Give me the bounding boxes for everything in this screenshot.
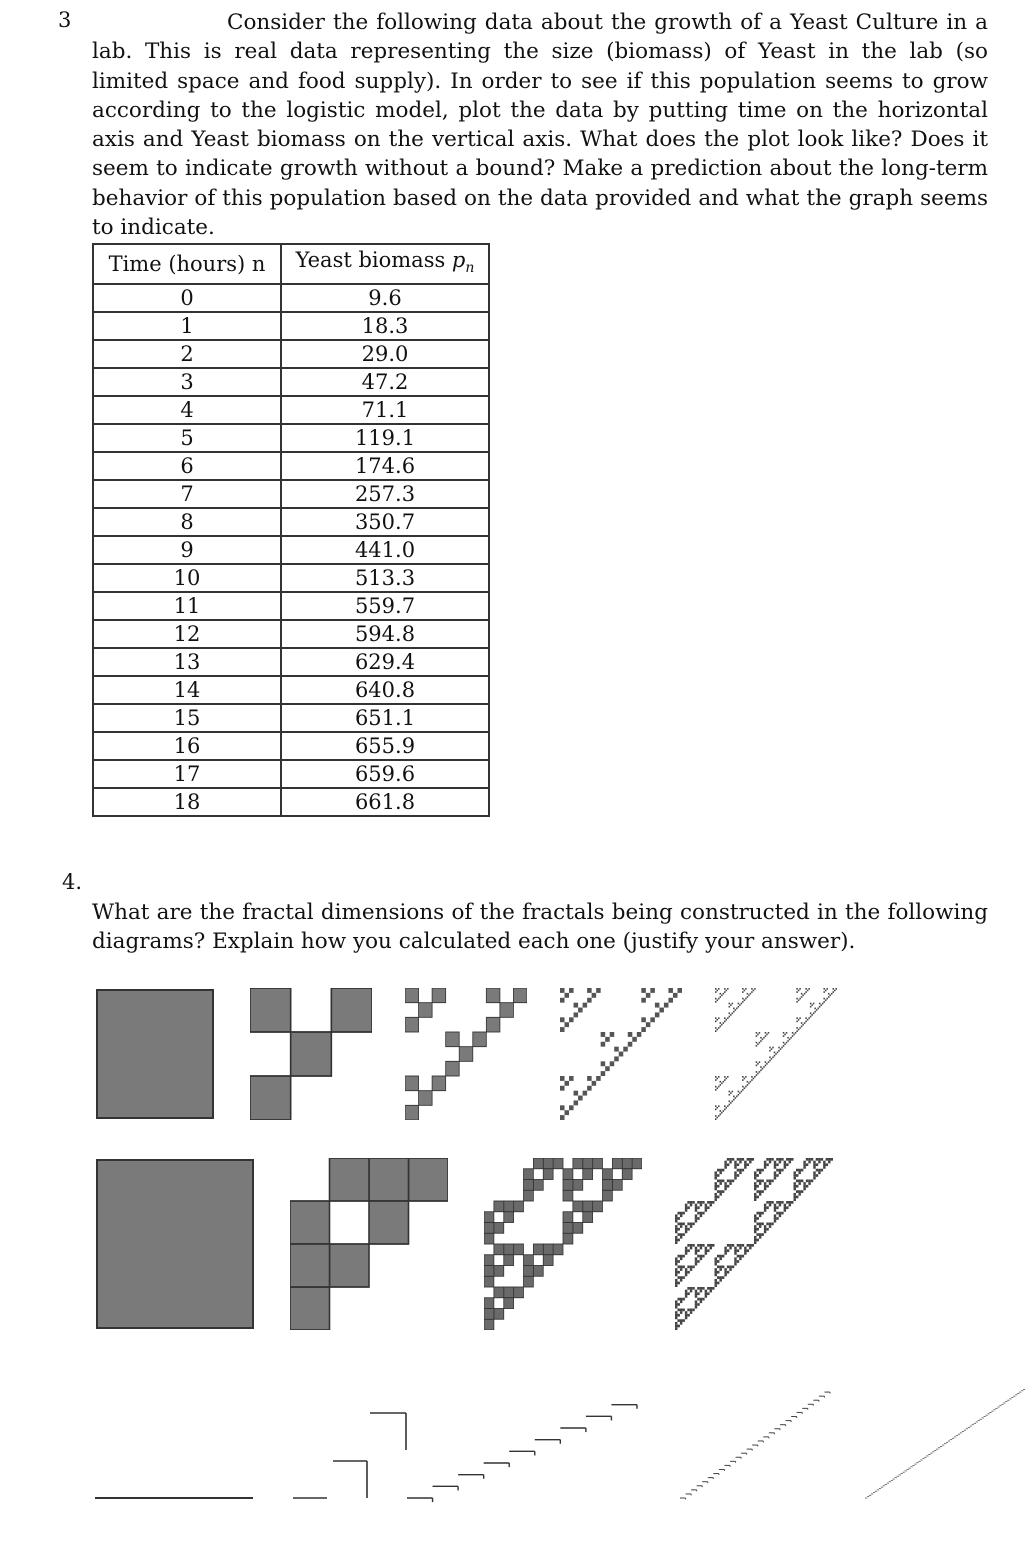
- time-cell: 17: [93, 760, 281, 788]
- table-row: [93, 620, 489, 648]
- fractal-3-row: [95, 1385, 1025, 1510]
- table-row: [93, 396, 489, 424]
- fractal-1-stage-3: [560, 988, 682, 1120]
- problem-4-text: What are the fractal dimensions of the fractals being constructed in the following diagrams? Explain how you calculated each one (justify your answer).: [92, 900, 988, 955]
- fractal-3-stage-1: [293, 1413, 406, 1498]
- biomass-column-header: Yeast biomass $p_n$: [281, 244, 489, 284]
- biomass-cell: 659.6: [281, 760, 489, 788]
- table-row: [93, 676, 489, 704]
- fractal-1-stage-0: [95, 988, 215, 1120]
- table-row: [93, 760, 489, 788]
- time-cell: 12: [93, 620, 281, 648]
- fractal-2-stage-1: [290, 1158, 448, 1330]
- problem-3-text: [92, 8, 988, 242]
- table-body: [93, 284, 489, 816]
- biomass-cell: 594.8: [281, 620, 489, 648]
- time-cell: 9: [93, 536, 281, 564]
- table-row: [93, 480, 489, 508]
- fractal-2-stage-2: [484, 1158, 642, 1330]
- fractal-1-stage-1: [250, 988, 372, 1120]
- fractal-2-stage-0: [95, 1158, 255, 1330]
- time-cell: 7: [93, 480, 281, 508]
- time-cell: 1: [93, 312, 281, 340]
- table-row: [93, 732, 489, 760]
- time-column-header: Time (hours) n: [93, 244, 281, 284]
- table-row: [93, 452, 489, 480]
- biomass-cell: 629.4: [281, 648, 489, 676]
- table-row: [93, 788, 489, 816]
- table-row: [93, 704, 489, 732]
- time-cell: 11: [93, 592, 281, 620]
- table-row: [93, 340, 489, 368]
- table-row: [93, 536, 489, 564]
- biomass-cell: 640.8: [281, 676, 489, 704]
- biomass-cell: 257.3: [281, 480, 489, 508]
- time-cell: 10: [93, 564, 281, 592]
- biomass-cell: 119.1: [281, 424, 489, 452]
- time-cell: 0: [93, 284, 281, 312]
- table-header-row: [93, 244, 489, 284]
- biomass-cell: 651.1: [281, 704, 489, 732]
- biomass-cell: 661.8: [281, 788, 489, 816]
- fractal-1-stage-2: [405, 988, 527, 1120]
- table-row: [93, 564, 489, 592]
- biomass-cell: 559.7: [281, 592, 489, 620]
- problem-4-number: 4.: [62, 870, 83, 894]
- time-cell: 3: [93, 368, 281, 396]
- problem-3-paragraph: Consider the following data about the growth of a Yeast Culture in a lab. This is real data representing the size (biomass) of Yeast in the lab (so limited space and food supply). In order to see if this population seems to grow according to the logistic model, plot the data by putting time on the horizontal axis and Yeast biomass on the vertical axis. What does the plot look like? Does it seem to indicate growth without a bound? Make a prediction about the long-term behavior of this population based on the data provided and what the graph seems to indicate.: [92, 10, 988, 241]
- time-cell: 13: [93, 648, 281, 676]
- fractal-1-stage-4: [715, 988, 837, 1120]
- fractal-3-stage-3: [680, 1392, 830, 1499]
- problem-3-number: 3: [58, 8, 72, 32]
- time-cell: 14: [93, 676, 281, 704]
- time-cell: 5: [93, 424, 281, 452]
- time-cell: 15: [93, 704, 281, 732]
- time-cell: 18: [93, 788, 281, 816]
- yeast-data-table: [92, 243, 490, 817]
- biomass-cell: 18.3: [281, 312, 489, 340]
- time-cell: 8: [93, 508, 281, 536]
- table-row: [93, 648, 489, 676]
- biomass-cell: 9.6: [281, 284, 489, 312]
- fractal-3-stage-4: [865, 1389, 1025, 1498]
- fractal-3-stage-2: [407, 1405, 637, 1502]
- time-cell: 6: [93, 452, 281, 480]
- table-row: [93, 284, 489, 312]
- biomass-cell: 655.9: [281, 732, 489, 760]
- table-row: [93, 368, 489, 396]
- biomass-cell: 350.7: [281, 508, 489, 536]
- table-row: [93, 424, 489, 452]
- biomass-cell: 513.3: [281, 564, 489, 592]
- fractal-2-stage-3: [675, 1158, 833, 1330]
- table-row: [93, 508, 489, 536]
- biomass-cell: 29.0: [281, 340, 489, 368]
- table-row: [93, 592, 489, 620]
- biomass-cell: 441.0: [281, 536, 489, 564]
- table-row: [93, 312, 489, 340]
- biomass-cell: 47.2: [281, 368, 489, 396]
- time-cell: 4: [93, 396, 281, 424]
- time-cell: 2: [93, 340, 281, 368]
- biomass-cell: 174.6: [281, 452, 489, 480]
- time-cell: 16: [93, 732, 281, 760]
- biomass-cell: 71.1: [281, 396, 489, 424]
